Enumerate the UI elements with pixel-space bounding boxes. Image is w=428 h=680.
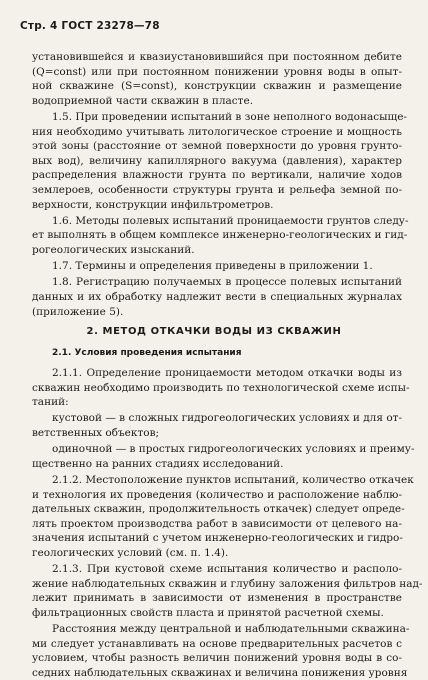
text-line: условием, чтобы разность величин понижений уровня воды в со- <box>32 652 402 664</box>
paragraph-first-line: 2.1.1. Определение проницаемости методом откачки воды из <box>52 367 402 379</box>
page-header: Стр. 4 ГОСТ 23278—78 <box>20 20 160 32</box>
text-line: данных и их обработку надлежит вести в специальных журналах <box>32 291 402 303</box>
text-line: распределения влажности грунта по вертикали, наличие ходов <box>32 169 402 181</box>
paragraph-first-line: Расстояния между центральной и наблюдательными скважина- <box>52 623 410 635</box>
text-line: и технология их проведения (количество и расположение наблю- <box>32 489 402 501</box>
text-line: ветственных объектов; <box>32 427 160 439</box>
text-line: седних наблюдательных скважинах и величина понижения уровня <box>32 667 408 679</box>
text-line: лять проектом производства работ в зависимости от целевого на- <box>32 518 402 530</box>
text-line: ет выполнять в общем комплексе инженерно-геологических и гид- <box>32 229 408 241</box>
paragraph-first-line: 1.6. Методы полевых испытаний проницаемости грунтов следу- <box>52 215 409 227</box>
text-line: дательных скважин, продолжительность откачек) следует опреде- <box>32 503 405 515</box>
text-line: верхности, конструкции инфильтрометров. <box>32 199 274 211</box>
text-line: геологических условий (см. п. 1.4). <box>32 547 229 559</box>
section-title: 2. МЕТОД ОТКАЧКИ ВОДЫ ИЗ СКВАЖИН <box>86 326 342 337</box>
text-line: значения испытаний с учетом инженерно-геологических и гидро- <box>32 532 403 544</box>
text-line: водоприемной части скважин в пласте. <box>32 95 254 107</box>
text-line: рогеологических изысканий. <box>32 244 195 256</box>
text-line: этой зоны (расстояние от земной поверхности до уровня грунто- <box>32 140 402 152</box>
text-line: лежит принимать в зависимости от изменения в пространстве <box>32 592 402 604</box>
paragraph-first-line: 1.8. Регистрацию получаемых в процессе полевых испытаний <box>52 276 402 288</box>
text-line: установившейся и квазиустановившийся при постоянном дебите <box>32 51 402 63</box>
text-line: скважин необходимо производить по технологической схеме испы- <box>32 382 410 394</box>
text-line: вых вод), величину капиллярного вакуума (давления), характер <box>32 155 402 167</box>
paragraph-first-line: 1.7. Термины и определения приведены в приложении 1. <box>52 260 373 272</box>
text-line: ми следует устанавливать на основе предварительных расчетов с <box>32 638 402 650</box>
paragraph-first-line: 2.1.3. При кустовой схеме испытания количество и располо- <box>52 563 402 575</box>
paragraph-first-line: кустовой — в сложных гидрогеологических условиях и для от- <box>52 412 402 424</box>
text-line: таний: <box>32 396 69 408</box>
text-line: ной скважине (S=const), конструкции скважин и размещение <box>32 80 402 92</box>
text-line: щественно на ранних стадиях исследований. <box>32 458 284 470</box>
text-line: жение наблюдательных скважин и глубину заложения фильтров над- <box>32 578 423 590</box>
text-line: землероев, особенности структуры грунта и рельефа земной по- <box>32 184 402 196</box>
text-line: фильтрационных свойств пласта и принятой расчетной схемы. <box>32 607 384 619</box>
text-line: (Q=const) или при постоянном понижении уровня воды в опыт- <box>32 66 402 78</box>
paragraph-first-line: одиночной — в простых гидрогеологических условиях и преиму- <box>52 443 415 455</box>
subsection-title: 2.1. Условия проведения испытания <box>52 348 242 358</box>
text-line: (приложение 5). <box>32 306 124 318</box>
paragraph-first-line: 1.5. При проведении испытаний в зоне неполного водонасыще- <box>52 111 407 123</box>
text-line: ния необходимо учитывать литологическое строение и мощность <box>32 126 402 138</box>
paragraph-first-line: 2.1.2. Местоположение пунктов испытаний, количество откачек <box>52 474 414 486</box>
